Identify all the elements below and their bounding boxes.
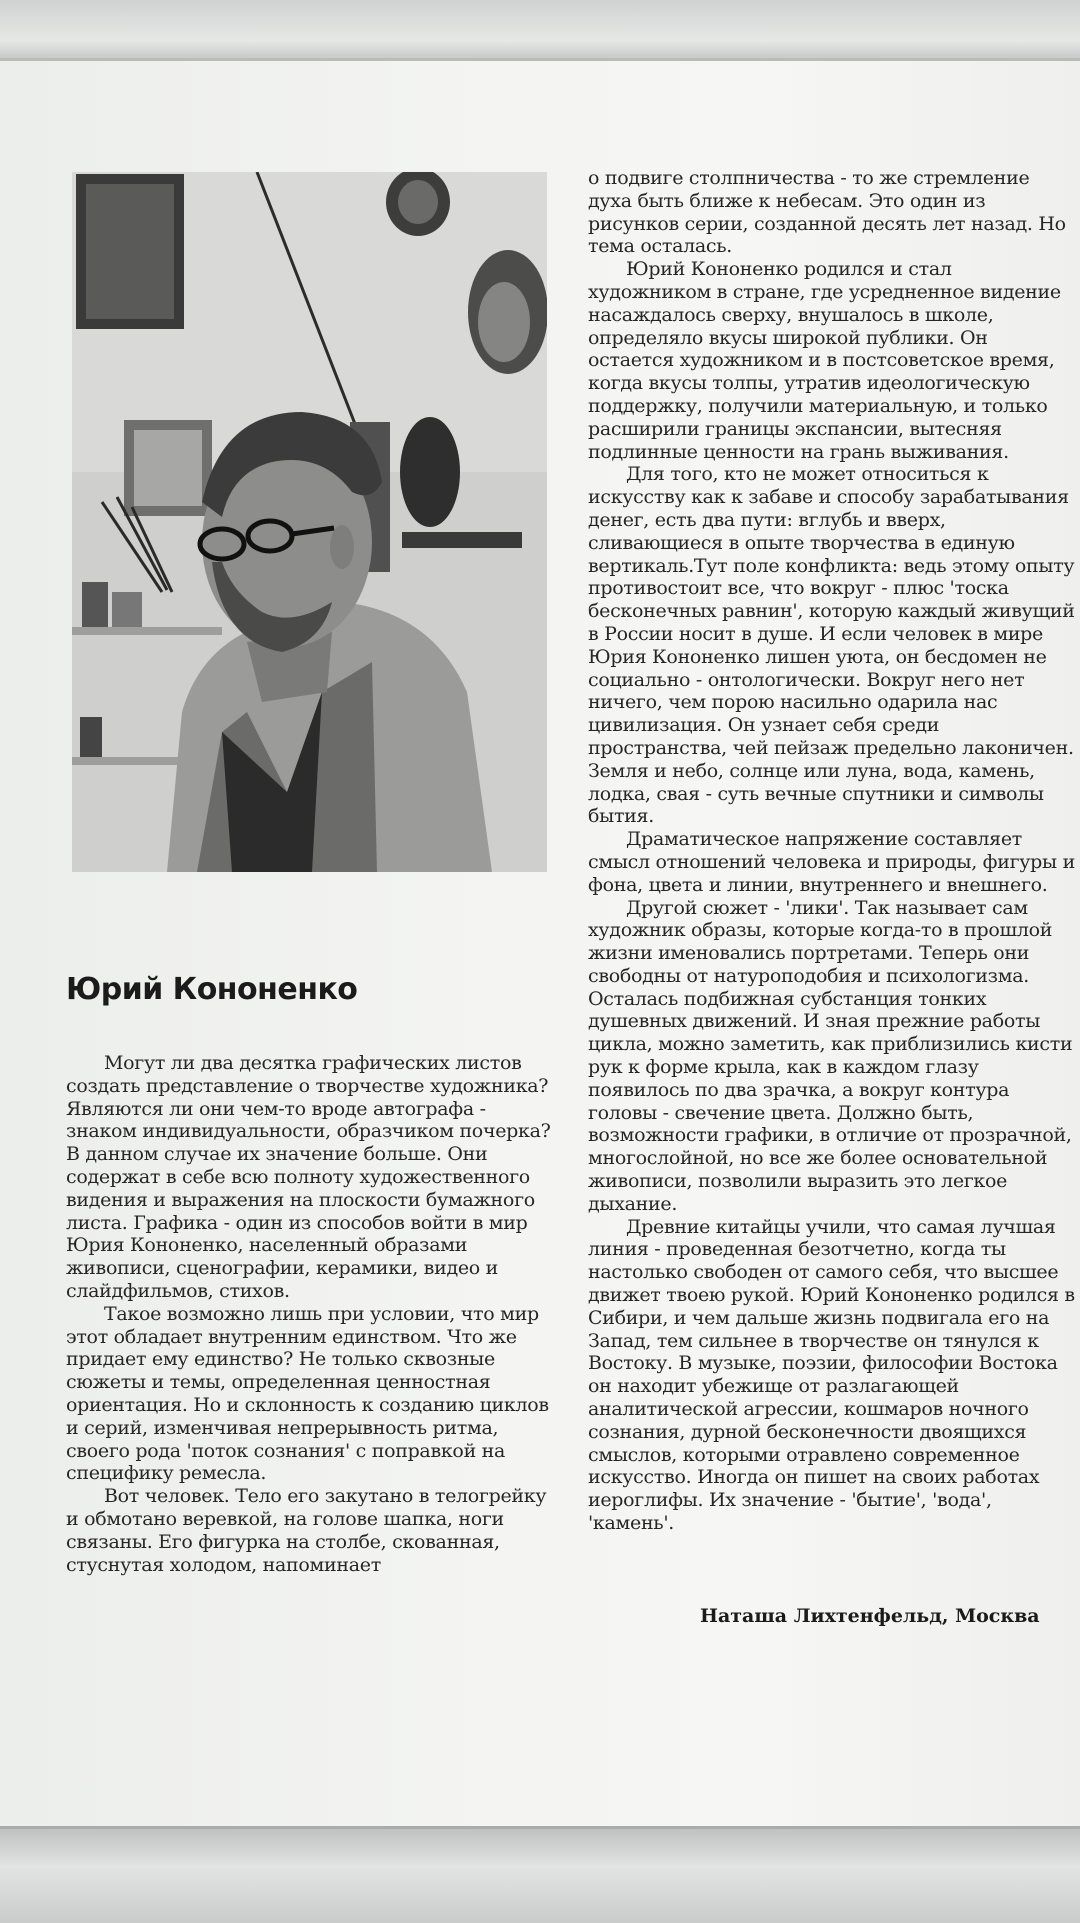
paragraph: Вот человек. Тело его закутано в телогрейку и обмотано веревкой, на голове шапка, ноги связаны. Его фигурка на столбе, скованная, стуснутая холодом, напоминает [66, 1485, 547, 1576]
paragraph: Юрий Кононенко родился и стал художником в стране, где усредненное видение насаждалось сверху, внушалось в школе, определяло вкусы широкой публики. Он остается художником и в постсоветское время, когда вкусы толпы, утратив идеологическую поддержку, получили материальную, и только расширили границы экспансии, вытесняя подлинные ценности на грань выживания. [588, 258, 1061, 463]
right-column [588, 167, 1078, 1535]
author-signature: Наташа Лихтенфельд, Москва [700, 1605, 1040, 1627]
paragraph: Для того, кто не может относиться к искусству как к забаве и способу зарабатывания денег, есть два пути: вглубь и вверх, сливающиеся в опыте творчества в единую вертикаль.Тут поле конфликта: ведь этому опыту противостоит все, что вокруг - плюс 'тоска бесконечных равнин', которую каждый живущий в России носит в душе. И если человек в мире Юрия Кононенко лишен уюта, он бесдомен не социально - онтологически. Вокруг него нет ничего, чем порою насильно одарила нас цивилизация. Он узнает себя среди пространства, чей пейзаж предельно лаконичен. Земля и небо, солнце или луна, вода, камень, лодка, свая - суть вечные спутники и символы бытия. [588, 463, 1075, 828]
left-column [66, 1052, 551, 1576]
paragraph: о подвиге столпничества - то же стремление духа быть ближе к небесам. Это один из рисунков серии, созданной десять лет назад. Но тема осталась. [588, 167, 1066, 258]
frame-top-edge [0, 0, 1080, 61]
paragraph: Древние китайцы учили, что самая лучшая линия - проведенная безотчетно, когда ты настолько свободен от самого себя, что высшее движет твоею рукой. Юрий Кононенко родился в Сибири, и чем дальше жизнь подвигала его на Запад, тем сильнее в творчестве он тянулся к Востоку. В музыке, поэзии, философии Востока он находит убежище от разлагающей аналитической агрессии, кошмаров ночного сознания, дурной бесконечности двоящихся смыслов, которыми отравлено современное искусство. Иногда он пишет на своих работах иероглифы. Их значение - 'бытие', 'вода', 'камень'. [588, 1215, 1075, 1535]
article-title: Юрий Кононенко [66, 972, 358, 1007]
paragraph: Драматическое напряжение составляет смысл отношений человека и природы, фигуры и фона, цвета и линии, внутреннего и внешнего. [588, 828, 1075, 896]
paragraph: Могут ли два десятка графических листов создать представление о творчестве художника? Являются ли они чем-то вроде автографа - знаком индивидуальности, образчиком почерка? В данном случае их значение больше. Они содержат в себе всю полноту художественного видения и выражения на плоскости бумажного листа. Графика - один из способов войти в мир Юрия Кононенко, населенный образами живописи, сценографии, керамики, видео и слайдфильмов, стихов. [66, 1052, 551, 1302]
paragraph: Другой сюжет - 'лики'. Так называет сам художник образы, которые когда-то в прошлой жизни именовались портретами. Теперь они свободны от натуроподобия и психологизма. Осталась подбижная субстанция тонких душевных движений. И зная прежние работы цикла, можно заметить, как приблизились кисти рук к форме крыла, как в каждом глазу появилось по два зрачка, а вокруг контура головы - свечение цвета. Должно быть, возможности графики, в отличие от прозрачной, многослойной, но все же более основательной живописи, позволили выразить это легкое дыхание. [588, 896, 1073, 1215]
paragraph: Такое возможно лишь при условии, что мир этот обладает внутренним единством. Что же придает ему единство? Не только сквозные сюжеты и темы, определенная ценностная ориентация. Но и склонность к созданию циклов и серий, изменчивая непрерывность ритма, своего рода 'поток сознания' с поправкой на специфику ремесла. [66, 1302, 549, 1485]
artist-photo [72, 172, 547, 872]
frame-bottom-edge [0, 1826, 1080, 1923]
